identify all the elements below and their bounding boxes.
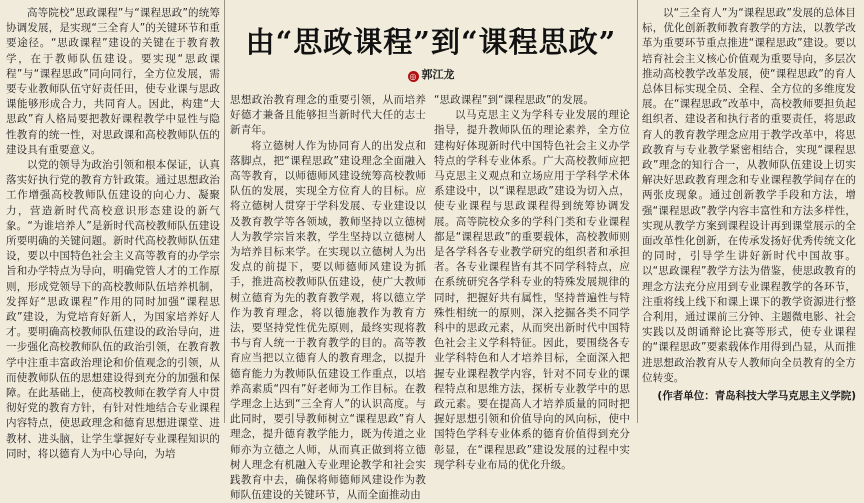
article-column-1 [6,6,220,462]
paragraph: 以“三全育人”为“课程思政”发展的总体目标，优化创新教师教育教学的方法，以教学改革为重要环节重点推进“课程思政”建设。要以培育社会主义核心价值观为重要导向，多层次推动高校教学改革发展，使“课程思政”的育人总体目标实现全员、全程、全方位的多维度发展。在“课程思政”改革中，高校教师要担负起组织者、建设者和执行者的重要责任，将思政育人的教育教学理念应用于教学改革中，将思政教育与专业教学紧密相结合，实现“课程思政”理念的知行合一，从教师队伍建设上切实解决好思政教育理念和专业课程教学间存在的两张皮现象。通过创新教学手段和方法，增强“课程思政”教学内容丰富性和方法多样性，实现从教学方案到课程设计再到课堂展示的全面改革性化创新，在传承发扬好优秀传统文化的同时，引导学生讲好新时代中国故事。以“思政课程”教学方法为借鉴，使思政教育的理念方法充分应用到专业课程教学的各环节，注重将线上线下和课上课下的教学资源进行整合利用，通过课前三分钟、主题微电影、社会实践以及朗诵辩论比赛等形式，使专业课程的“课程思政”要素载体作用得到凸显，从而推进思想政治教育从专人教师向全员教育的全方位转变。 [642,7,856,384]
column-rule [224,0,225,423]
paragraph: 将立德树人作为协同育人的出发点和落脚点，把“课程思政”建设理念全面融入高等教育，以师德师风建设统筹高校教师队伍的发展，实现全方位育人的目标。应将立德树人贯穿于学科发展、专业建设以及教育教学等各领域，教师坚持以立德树人为教学宗旨来教，学生坚持以立德树人为培养目标来学。在实现以立德树人为出发点的前提下，要以师德师风建设为抓手，推进高校教师队伍建设，使广大教师树立德育为先的教育教学观，将以德立学作为教育理念，将以德施教作为教育方法，要坚持党性优先原则，最终实现将教书与育人统一于教育教学的目的。高等教育应当把以立德育人的教育理念，以提升德育能力为教师队伍建设工作重点，以培养高素质“四有”好老师为工作目标。在教学理念上达到“三全育人”的认识高度。与此同时，要引导教师树立“课程思政”育人理念，提升德育教学能力，既为传道之业师亦为立德之人师，从而真正做到将立德树人理念有机融入专业理论教学和社会实践教育中去，确保将师德师风建设作为教师队伍建设的关键环节，从而全面推动由 [230,139,426,502]
article-column-2 [230,93,426,503]
paragraph: 思想政治教育理念的重要引领，从而培养好德才兼备且能够担当新时代大任的志士新青年。 [230,94,426,137]
author-name: 郭江龙 [421,68,455,81]
column-rule [637,0,638,423]
paragraph: 以马克思主义为学科专业发展的理论指导，提升教师队伍的理论素养，全方位建构好体现新时代中国特色社会主义办学特点的学科专业体系。广大高校教师应把马克思主义观点和立场应用于学科学术体系建设中，以“课程思政”建设为切入点，使专业课程与思政课程得到统筹协调发展。高等院校众多的学科门类和专业课程都是“课程思政”的重要载体，高校教师则是各学科各专业教学研究的组织者和承担者。各专业课程皆有其不同学科特点，应在系统研究各学科专业的特殊发展规律的同时，把握好共有属性，坚持普遍性与特殊性相统一的原则，深入挖掘各类不同学科中的思政元素，从而突出新时代中国特色社会主义学科特征。因此，要围绕各专业学科特色和人才培养目标，全面深入把握专业课程教学内容，针对不同专业的课程特点和思维方法，探析专业教学中的思政元素。要在提高人才培养质量的同时把握好思想引领和价值导向的风向标，使中国特色学科专业体系的德育价值得到充分彰显，在“课程思政”建设发展的过程中实现学科专业布局的优化升级。 [434,109,630,471]
article-column-3 [434,93,630,473]
paragraph: 以党的领导为政治引领和根本保证，认真落实好执行党的教育方针政策。通过思想政治工作增强高校教师队伍建设的向心力、凝聚力，营造新时代高校意识形态建设的新气象。“为谁培养人”是新时代高校教师队伍建设所要明确的关键问题。新时代高校教师队伍建设，要以中国特色社会主义高等教育的办学宗旨和办学特点为导向，明确党管人才的工作原则，形成党领导下的高校教师队伍培养机制，发挥好“思政课程”作用的同时加强“课程思政”建设，为党培育好新人，为国家培养好人才。要明确高校教师队伍建设的政治导向，进一步强化高校教师队伍的政治引领，在教育教学中注重丰富政治理论和价值观念的引领，从而使教师队伍的思想建设得到充分的加强和保障。在此基础上，使高校教师在教学育人中贯彻好党的教育方针，有针对性地结合专业课程内容特点，使思政理念和德育思想进课堂、进教材、进头脑，让学生掌握好专业课程知识的同时，将以德育人为中心导向，为培 [6,159,220,460]
article-title: 由“思政课程”到“课程思政” [245,25,617,59]
article-column-4 [642,6,856,386]
author-affiliation: (作者单位：青岛科技大学马克思主义学院) [657,390,856,402]
byline [232,66,630,82]
paragraph: 高等院校“思政课程”与“课程思政”的统筹协调发展，是实现“三全育人”的关键环节和重要途径。“思政课程”建设的关键在于教育教学，在于教师队伍建设。要实现“思政课程”与“课程思政”同向同行，全方位发展，需要专业教师队伍守好责任田，使专业课与思政课能够形成合力，共同育人。因此，构建“大思政”育人格局要把教好课程教学中显性与隐性教育的统一性，对思政课和高校教师队伍的建设具有重要意义。 [6,7,220,156]
byline-mark-icon: ◎ [408,71,419,82]
paragraph: “思政课程”到“课程思政”的发展。 [434,94,594,106]
